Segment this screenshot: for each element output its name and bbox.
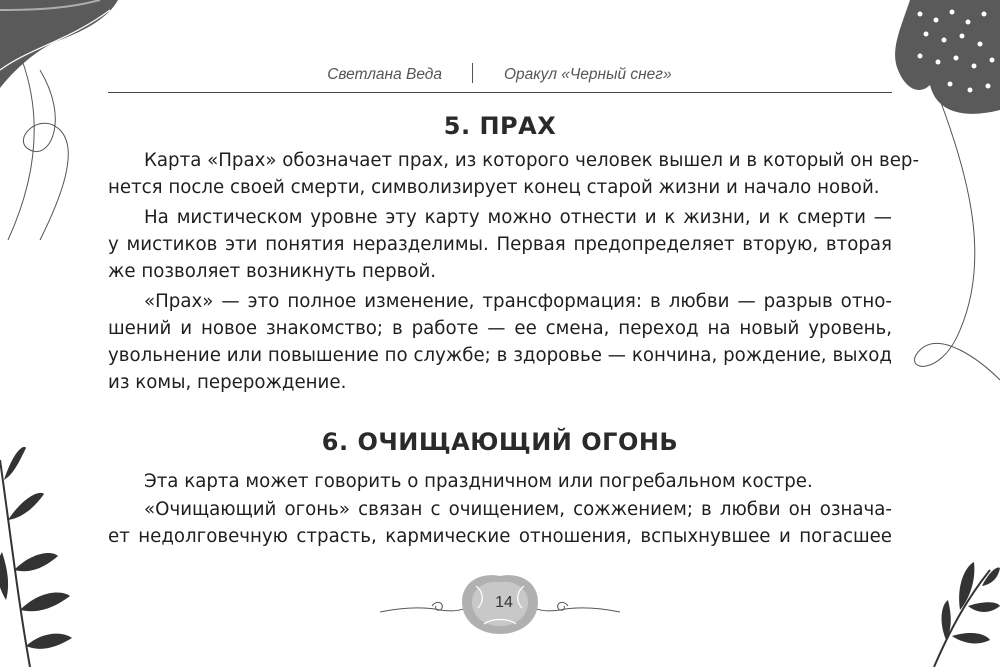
- text-line: из комы, перерождение.: [108, 372, 347, 393]
- text-line: нется после своей смерти, символизирует конец старой жизни и начало новой.: [108, 177, 880, 198]
- text-line: На мистическом уровне эту карту можно отнести и к жизни, и к смерти —: [144, 207, 892, 228]
- running-header: [108, 60, 892, 93]
- section2-paragraph-2: [108, 496, 892, 550]
- text-line: же позволяет возникнуть первой.: [108, 261, 437, 282]
- text-line: ет недолговечную страсть, кармические отношения, вспыхнувшее и погасшее: [108, 526, 892, 547]
- text-line: увольнение или повышение по службе; в здоровье — кончина, рождение, выход: [108, 345, 892, 366]
- text-line: «Очищающий огонь» связан с очищением, сожжением; в любви он означа-: [144, 499, 892, 520]
- page-number: 14: [495, 594, 513, 611]
- text-line: у мистиков эти понятия неразделимы. Первая предопределяет вторую, вторая: [108, 234, 892, 255]
- leaf-bottom-right-icon: [920, 560, 1000, 667]
- text-line: Эта карта может говорить о праздничном или погребальном костре.: [144, 471, 813, 492]
- section1-paragraph-1: [108, 147, 920, 201]
- text-line: Карта «Прах» обозначает прах, из которого человек вышел и в который он вер-: [144, 150, 920, 171]
- section1-paragraph-2: [108, 204, 892, 285]
- header-divider: [472, 63, 473, 83]
- section1-paragraph-3: [108, 288, 892, 396]
- flower-top-right-icon: [880, 0, 1000, 400]
- text-line: шений и новое знакомство; в работе — ее смена, переход на новый уровень,: [108, 318, 892, 339]
- header-book-title: Оракул «Черный снег»: [504, 66, 672, 83]
- section2-paragraph-1: [108, 468, 892, 495]
- header-author: Светлана Веда: [327, 66, 442, 83]
- section-title-cleansing-fire: 6. ОЧИЩАЮЩИЙ ОГОНЬ: [321, 428, 679, 456]
- leaf-bottom-left-icon: [0, 440, 80, 667]
- section-title-prah: 5. ПРАХ: [443, 112, 557, 140]
- text-line: «Прах» — это полное изменение, трансформация: в любви — разрыв отно-: [144, 291, 892, 312]
